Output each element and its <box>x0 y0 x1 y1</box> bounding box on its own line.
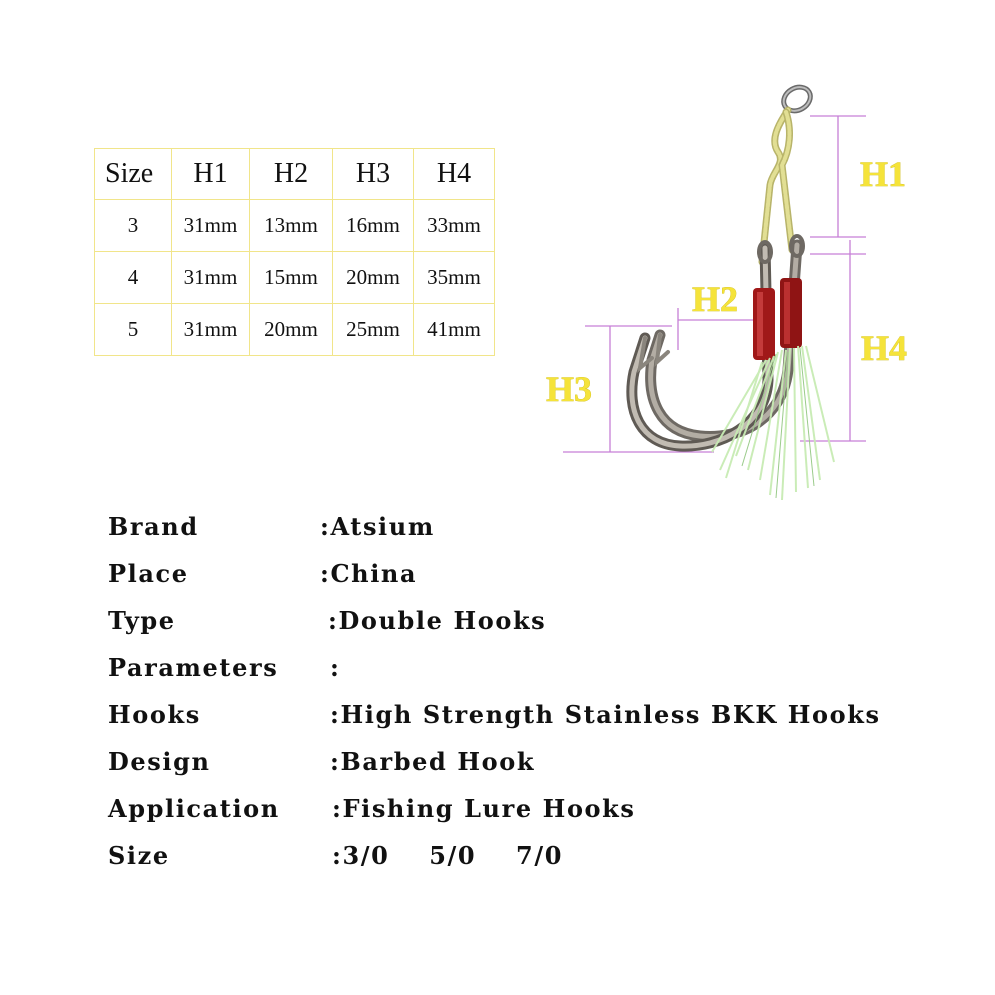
table-header-cell: H4 <box>414 149 495 200</box>
sleeve-icon <box>753 278 802 360</box>
table-row <box>95 200 495 252</box>
table-header-cell: H3 <box>333 149 414 200</box>
spec-row-type <box>108 602 968 649</box>
table-cell: 3 <box>95 200 172 252</box>
hook-icon <box>632 236 803 446</box>
table-cell: 31mm <box>172 304 250 356</box>
spec-list <box>108 508 968 884</box>
spec-value: :3/0 5/0 7/0 <box>332 841 563 870</box>
table-cell: 4 <box>95 252 172 304</box>
table-cell: 35mm <box>414 252 495 304</box>
table-cell: 20mm <box>333 252 414 304</box>
spec-label: Type <box>108 606 176 635</box>
table-cell: 5 <box>95 304 172 356</box>
spec-label: Parameters <box>108 653 279 682</box>
spec-row-place <box>108 555 968 602</box>
spec-row-brand <box>108 508 968 555</box>
spec-label: Design <box>108 747 211 776</box>
spec-row-parameters <box>108 649 968 696</box>
table-header-cell: H2 <box>250 149 333 200</box>
spec-row-size <box>108 837 968 884</box>
table-header-row <box>95 149 495 200</box>
spec-value: :Fishing Lure Hooks <box>332 794 636 823</box>
table-row <box>95 304 495 356</box>
spec-label: Place <box>108 559 189 588</box>
table-cell: 20mm <box>250 304 333 356</box>
table-cell: 33mm <box>414 200 495 252</box>
spec-value: :High Strength Stainless BKK Hooks <box>330 700 881 729</box>
skirt-icon <box>712 346 834 500</box>
spec-label: Brand <box>108 512 199 541</box>
h1-label: H1 <box>860 154 907 194</box>
spec-value: :Barbed Hook <box>330 747 536 776</box>
table-header-cell: Size <box>95 149 172 200</box>
table-cell: 25mm <box>333 304 414 356</box>
table-row <box>95 252 495 304</box>
spec-row-application <box>108 790 968 837</box>
h4-label: H4 <box>861 328 908 368</box>
spec-value: :Atsium <box>320 512 435 541</box>
h3-label: H3 <box>546 369 593 409</box>
table-cell: 41mm <box>414 304 495 356</box>
table-cell: 16mm <box>333 200 414 252</box>
size-table <box>94 148 495 356</box>
spec-label: Application <box>108 794 280 823</box>
spec-label: Size <box>108 841 170 870</box>
table-header-cell: H1 <box>172 149 250 200</box>
hook-illustration <box>540 78 908 518</box>
spec-row-design <box>108 743 968 790</box>
table-cell: 31mm <box>172 252 250 304</box>
assist-line-icon <box>762 110 792 262</box>
spec-value: :China <box>320 559 418 588</box>
spec-label: Hooks <box>108 700 201 729</box>
spec-value: :Double Hooks <box>328 606 547 635</box>
spec-value: : <box>330 653 341 682</box>
hook-diagram <box>540 78 908 518</box>
h2-label: H2 <box>692 279 739 319</box>
table-cell: 15mm <box>250 252 333 304</box>
table-cell: 13mm <box>250 200 333 252</box>
table-cell: 31mm <box>172 200 250 252</box>
spec-row-hooks <box>108 696 968 743</box>
